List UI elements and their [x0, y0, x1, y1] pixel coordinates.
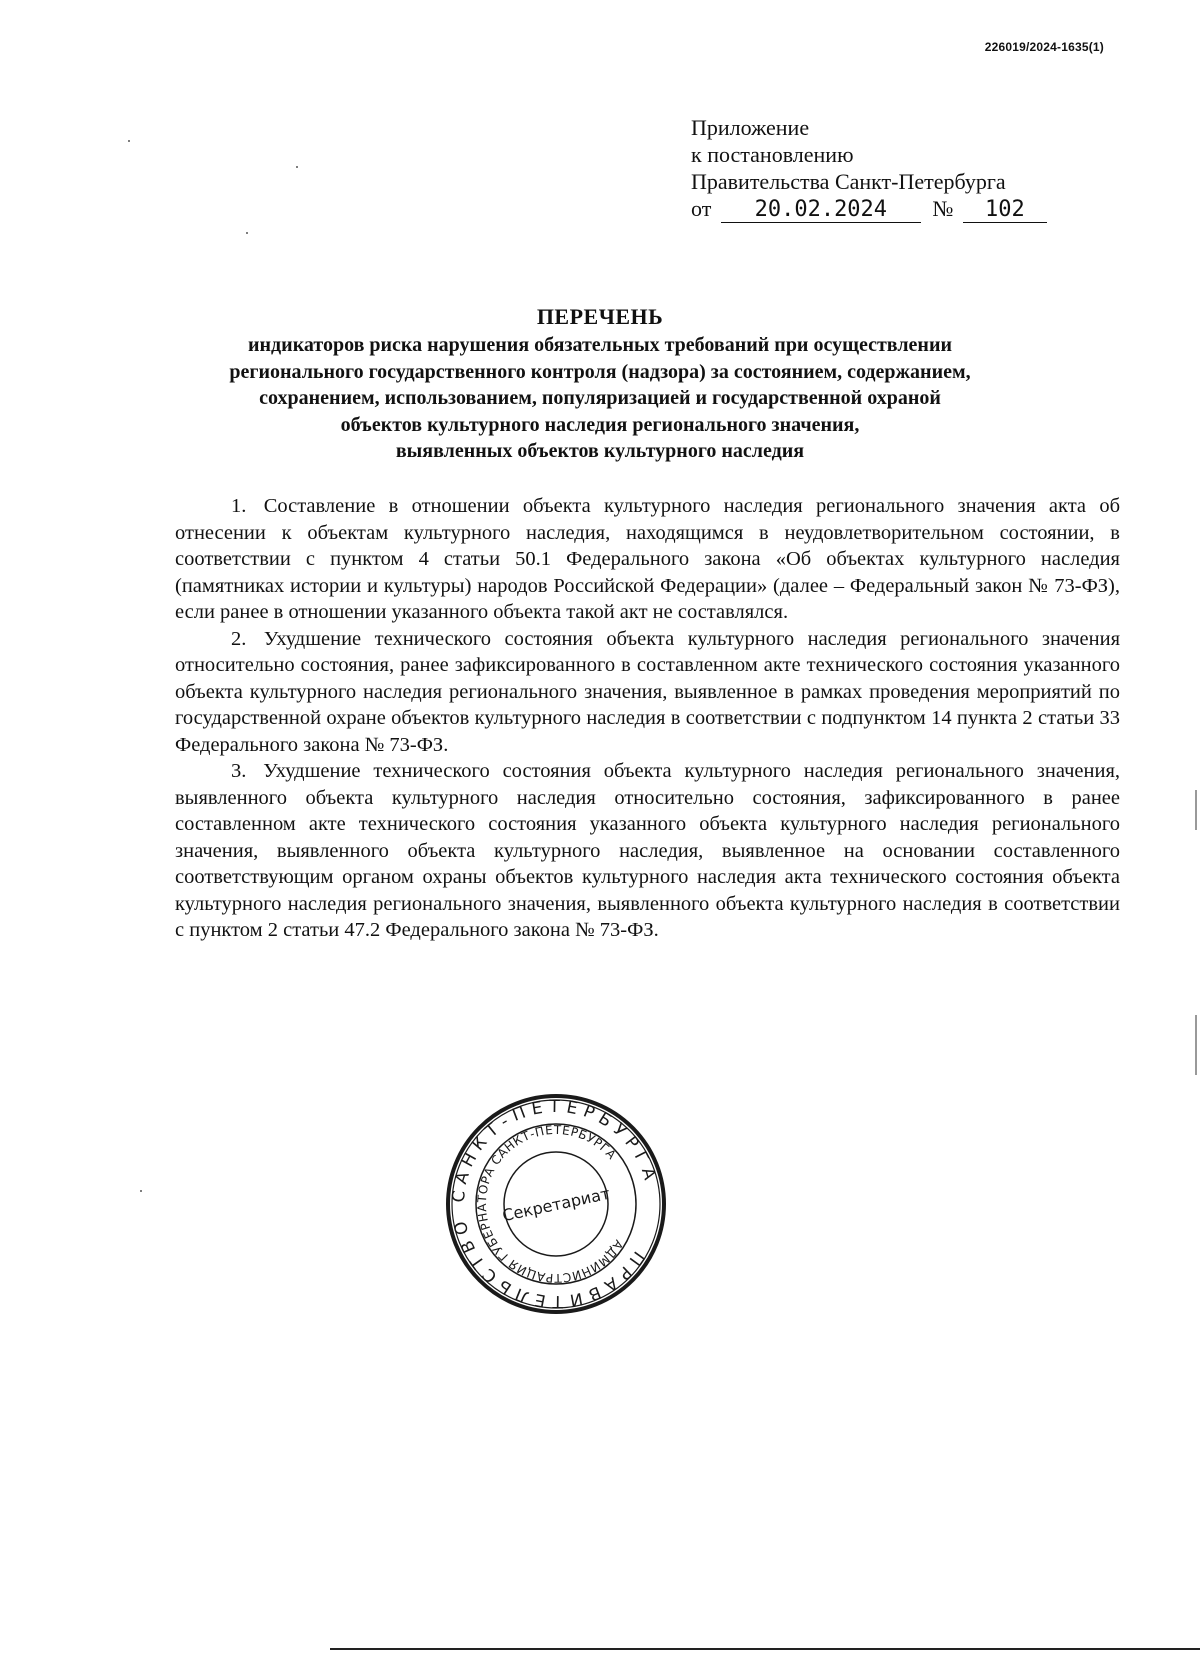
title-line-5: выявленных объектов культурного наследия: [395, 440, 805, 462]
stamp-outer-text: ПРАВИТЕЛЬСТВО САНКТ-ПЕТЕРБУРГА: [448, 1096, 662, 1312]
item-number: 2.: [231, 627, 247, 650]
scan-speck: [246, 232, 248, 234]
document-title: [150, 302, 1050, 465]
item-number: 3.: [231, 760, 247, 782]
official-seal-stamp: [444, 1092, 668, 1316]
appendix-line-3: Правительства Санкт-Петербурга: [691, 169, 1006, 194]
title-line-2: регионального государственного контроля (надзора) за состоянием, содержанием,: [229, 360, 971, 383]
appendix-line-2: к постановлению: [691, 142, 854, 167]
scan-speck: [140, 1190, 142, 1192]
item-number: 1.: [231, 495, 247, 517]
appendix-block: [691, 114, 1047, 223]
title-line-3: сохранением, использованием, популяризацией и государственной охраной: [259, 387, 941, 409]
document-body: [175, 493, 1120, 944]
scan-speck: [128, 140, 130, 142]
list-item: [175, 493, 1120, 626]
resolution-number: 102: [963, 198, 1047, 223]
number-label: №: [932, 196, 954, 221]
title-heading: ПЕРЕЧЕНЬ: [536, 304, 664, 329]
item-text: Составление в отношении объекта культурного наследия регионального значения акта об отнесении к объектам культурного наследия, находящимся в неудовлетворительном состоянии, в соответствии с пунктом 4 статьи 50.1 Федерального закона «Об объектах культурного наследия (памятниках истории и культуры) народов Российской Федерации» (далее – Федеральный закон № 73-ФЗ), если ранее в отношении указанного объекта такой акт не составлялся.: [175, 495, 1121, 623]
item-text: Ухудшение технического состояния объекта культурного наследия регионального значения, выявленного объекта культурного наследия относительно состояния, зафиксированного в ранее составленном акте технического состояния указанного объекта культурного наследия регионального значения, выявленного объекта культурного наследия, выявленное на основании составленного соответствующим органом охраны объектов культурного наследия акта технического состояния объекта культурного наследия регионального значения, выявленного объекта культурного наследия в соответствии с пунктом 2 статьи 47.2 Федерального закона № 73-ФЗ.: [175, 760, 1121, 941]
scan-edge-mark: [1195, 790, 1197, 830]
list-item: [175, 626, 1120, 759]
stamp-inner-text: АДМИНИСТРАЦИЯ ГУБЕРНАТОРА САНКТ-ПЕТЕРБУРГА: [474, 1122, 626, 1286]
resolution-date: 20.02.2024: [721, 198, 921, 223]
scan-speck: [296, 166, 298, 168]
from-label: от: [691, 196, 712, 221]
document-registration-number: 226019/2024-1635(1): [984, 40, 1104, 54]
appendix-line-1: Приложение: [691, 115, 810, 140]
scan-edge-mark: [1195, 1015, 1197, 1075]
stamp-center-text: Секретариат: [500, 1183, 612, 1226]
scan-bottom-edge: [330, 1648, 1200, 1650]
item-text: Ухудшение технического состояния объекта культурного наследия регионального значения относительно состояния, ранее зафиксированного в составленном акте технического состояния указанного объекта культурного наследия регионального значения, выявленное в рамках проведения мероприятий по государственной охране объектов культурного наследия в соответствии с подпунктом 14 пункта 2 статьи 33 Федерального закона № 73-ФЗ.: [175, 627, 1121, 756]
list-item: [175, 758, 1120, 944]
title-line-1: индикаторов риска нарушения обязательных требований при осуществлении: [248, 334, 952, 356]
title-line-4: объектов культурного наследия регионального значения,: [340, 413, 860, 436]
appendix-date-row: [691, 195, 1047, 223]
